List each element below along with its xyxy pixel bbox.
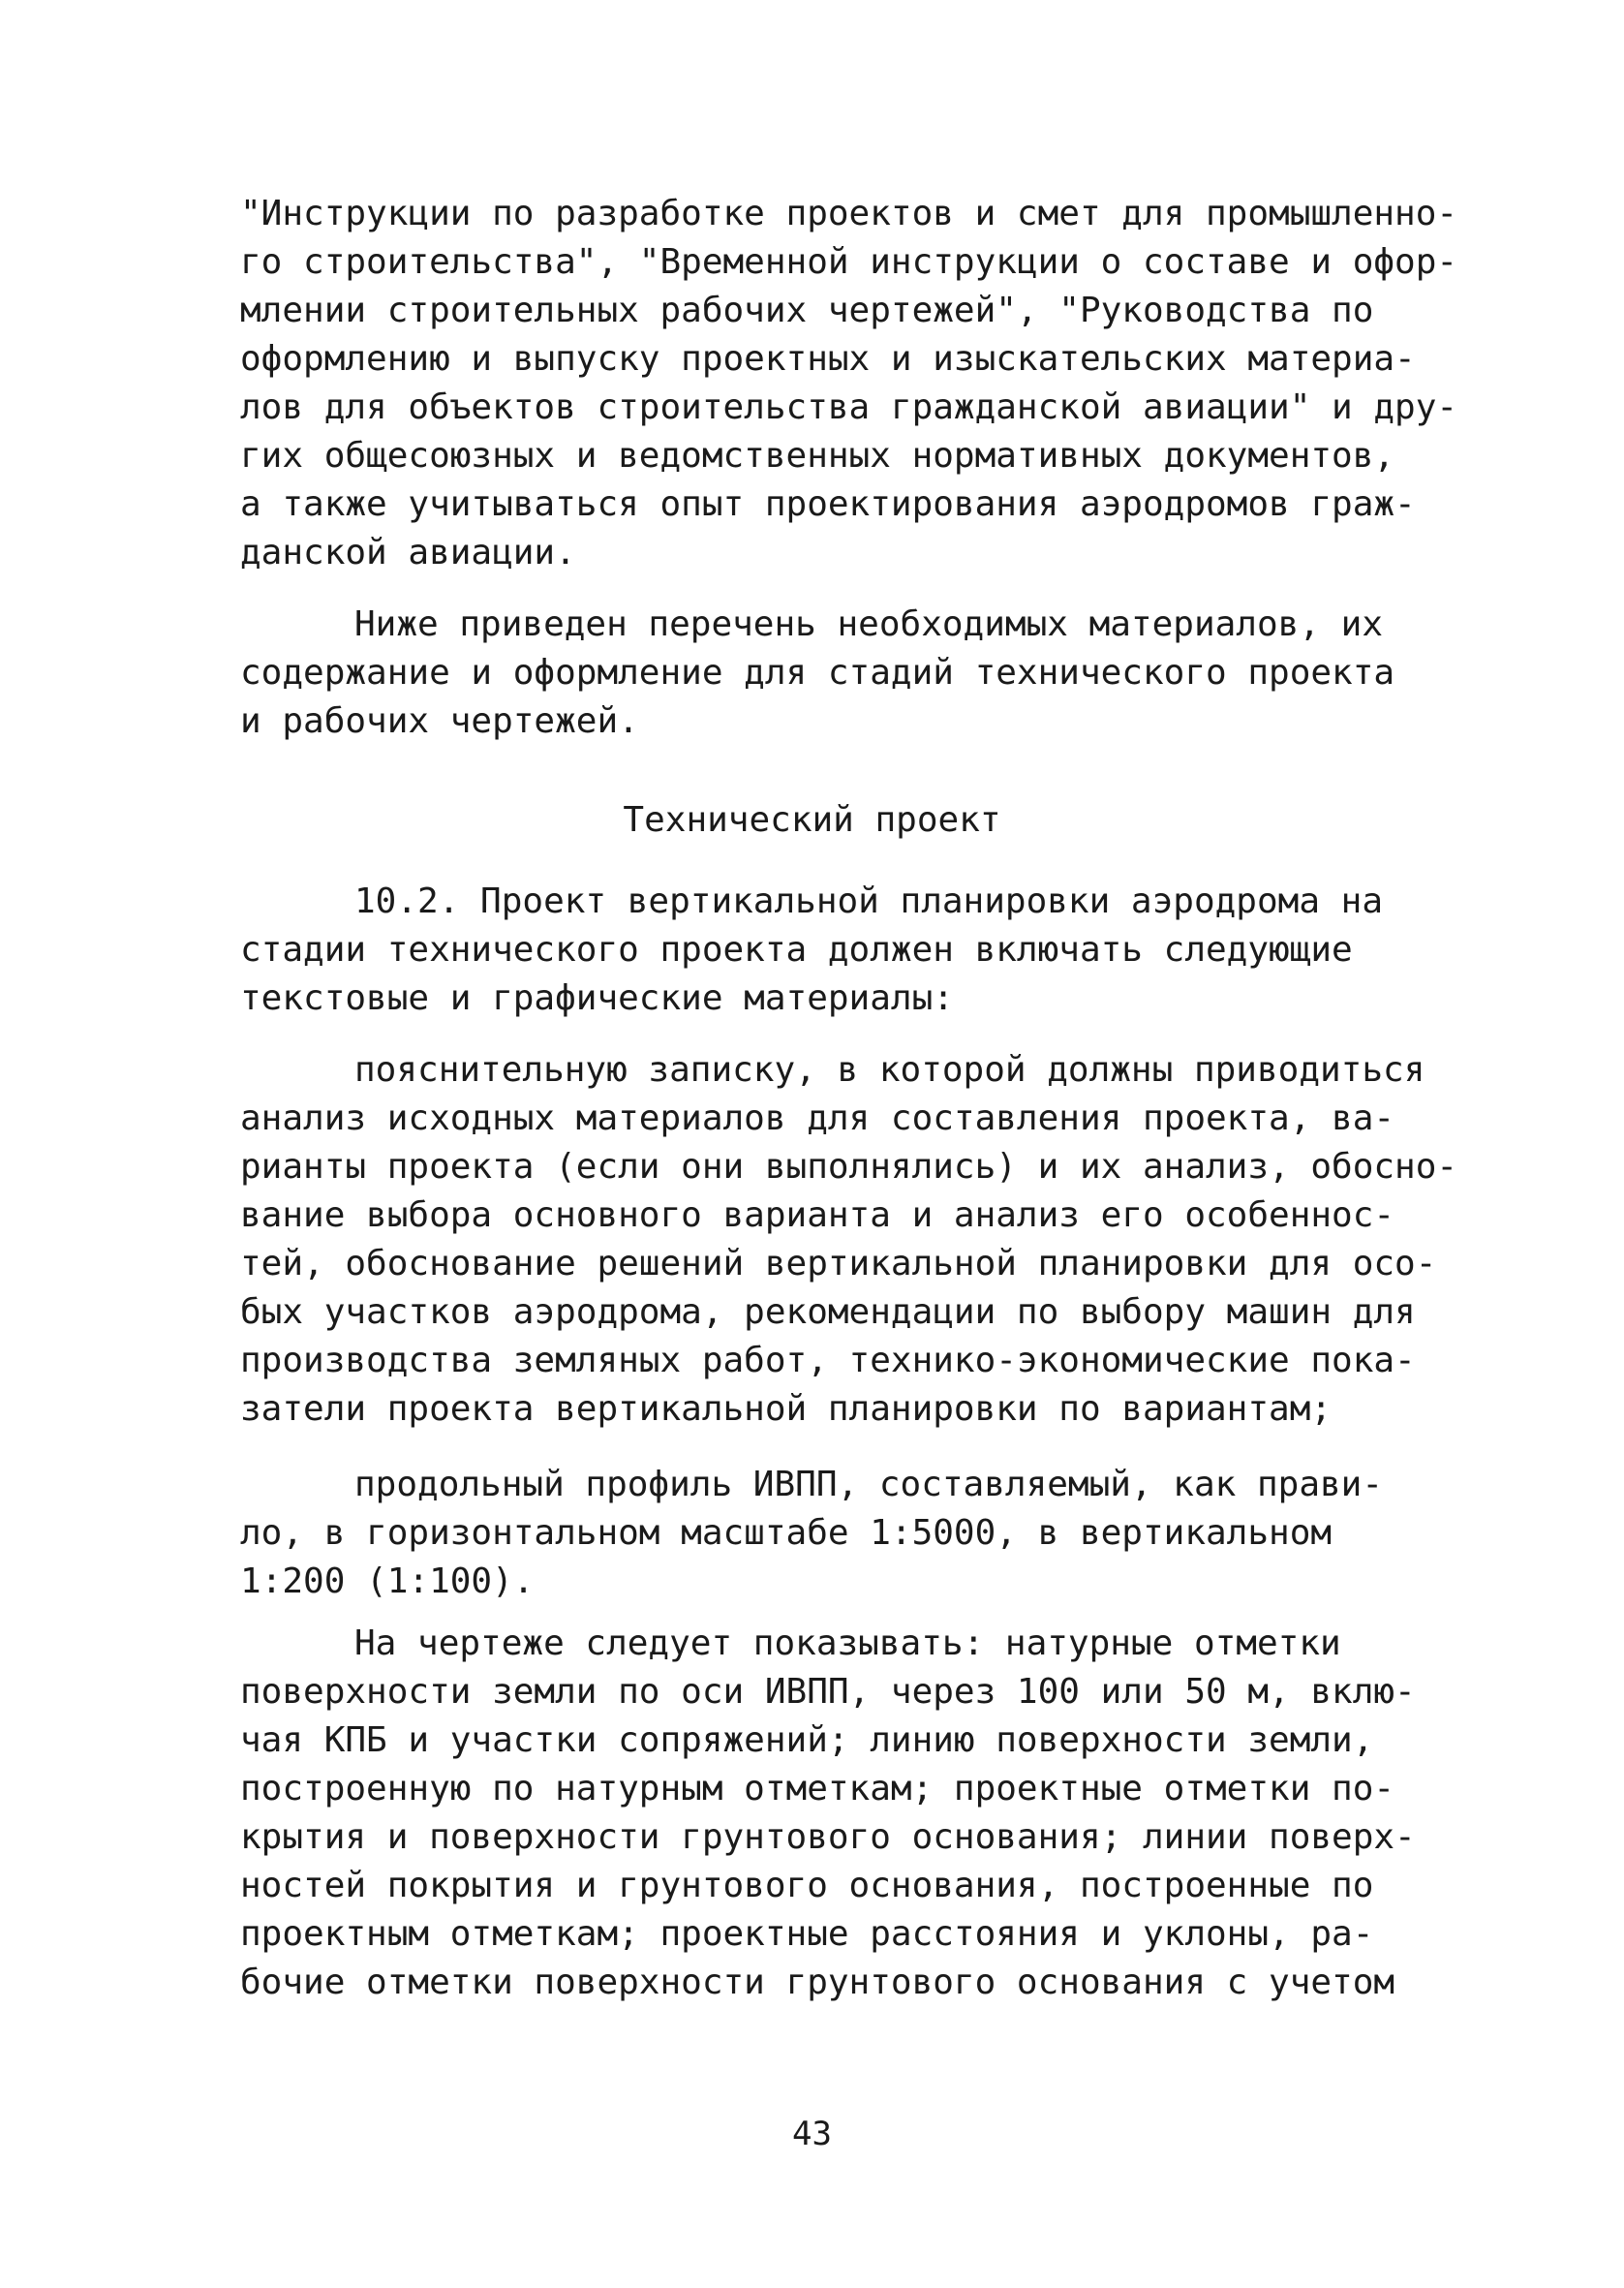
text-line: продольный профиль ИВПП, составляемый, как прави-	[354, 1465, 1384, 1504]
text-line: стадии технического проекта должен включать следующие	[240, 930, 1353, 970]
materials-list-paragraph	[240, 601, 1412, 746]
text-line: проектным отметкам; проектные расстояния и уклоны, ра-	[240, 1914, 1374, 1954]
text-line: а также учитываться опыт проектирования аэродромов граж-	[240, 484, 1416, 524]
text-line: вание выбора основного варианта и анализ его особеннос-	[240, 1195, 1395, 1235]
text-line: тей, обоснование решений вертикальной планировки для осо-	[240, 1244, 1437, 1283]
text-line: поверхности земли по оси ИВПП, через 100 или 50 м, вклю-	[240, 1672, 1416, 1712]
section-heading: Технический проект	[623, 800, 1001, 840]
text-line: 10.2. Проект вертикальной планировки аэродрома на	[354, 881, 1384, 921]
text-line: текстовые и графические материалы:	[240, 978, 954, 1018]
text-line: гих общесоюзных и ведомственных нормативных документов,	[240, 436, 1395, 476]
longitudinal-profile-paragraph	[240, 1461, 1412, 1606]
text-line: производства земляных работ, технико-экономические пока-	[240, 1341, 1416, 1380]
text-line: лов для объектов строительства гражданской авиации" и дру-	[240, 387, 1458, 427]
text-line: крытия и поверхности грунтового основания; линии поверх-	[240, 1817, 1416, 1857]
text-line: данской авиации.	[240, 533, 576, 572]
text-line: На чертеже следует показывать: натурные отметки	[354, 1623, 1341, 1663]
text-line: ло, в горизонтальном масштабе 1:5000, в вертикальном	[240, 1513, 1333, 1553]
clause-10-2-paragraph	[240, 878, 1412, 1023]
text-line: оформлению и выпуску проектных и изыскательских материа-	[240, 339, 1416, 379]
explanatory-note-paragraph	[240, 1046, 1458, 1434]
text-line: построенную по натурным отметкам; проектные отметки по-	[240, 1769, 1395, 1809]
text-line: 1:200 (1:100).	[240, 1561, 535, 1601]
text-line: содержание и оформление для стадий технического проекта	[240, 653, 1395, 693]
text-line: ностей покрытия и грунтового основания, построенные по	[240, 1866, 1374, 1905]
text-line: млении строительных рабочих чертежей", "Руководства по	[240, 291, 1374, 330]
text-line: бых участков аэродрома, рекомендации по выбору машин для	[240, 1292, 1416, 1332]
drawing-content-paragraph	[240, 1620, 1416, 2007]
text-line: го строительства", "Временной инструкции о составе и офор-	[240, 242, 1458, 282]
text-line: рианты проекта (если они выполнялись) и их анализ, обосно-	[240, 1147, 1458, 1187]
text-line: затели проекта вертикальной планировки по вариантам;	[240, 1389, 1333, 1429]
text-line: чая КПБ и участки сопряжений; линию поверхности земли,	[240, 1720, 1374, 1760]
text-line: пояснительную записку, в которой должны приводиться	[354, 1050, 1425, 1090]
text-line: бочие отметки поверхности грунтового основания с учетом	[240, 1963, 1395, 2002]
text-line: анализ исходных материалов для составления проекта, ва-	[240, 1098, 1395, 1138]
text-line: Ниже приведен перечень необходимых материалов, их	[354, 604, 1384, 644]
text-line: и рабочих чертежей.	[240, 701, 639, 741]
page-number: 43	[792, 2115, 832, 2153]
intro-paragraph	[240, 190, 1458, 577]
text-line: "Инструкции по разработке проектов и смет для промышленно-	[240, 194, 1458, 233]
